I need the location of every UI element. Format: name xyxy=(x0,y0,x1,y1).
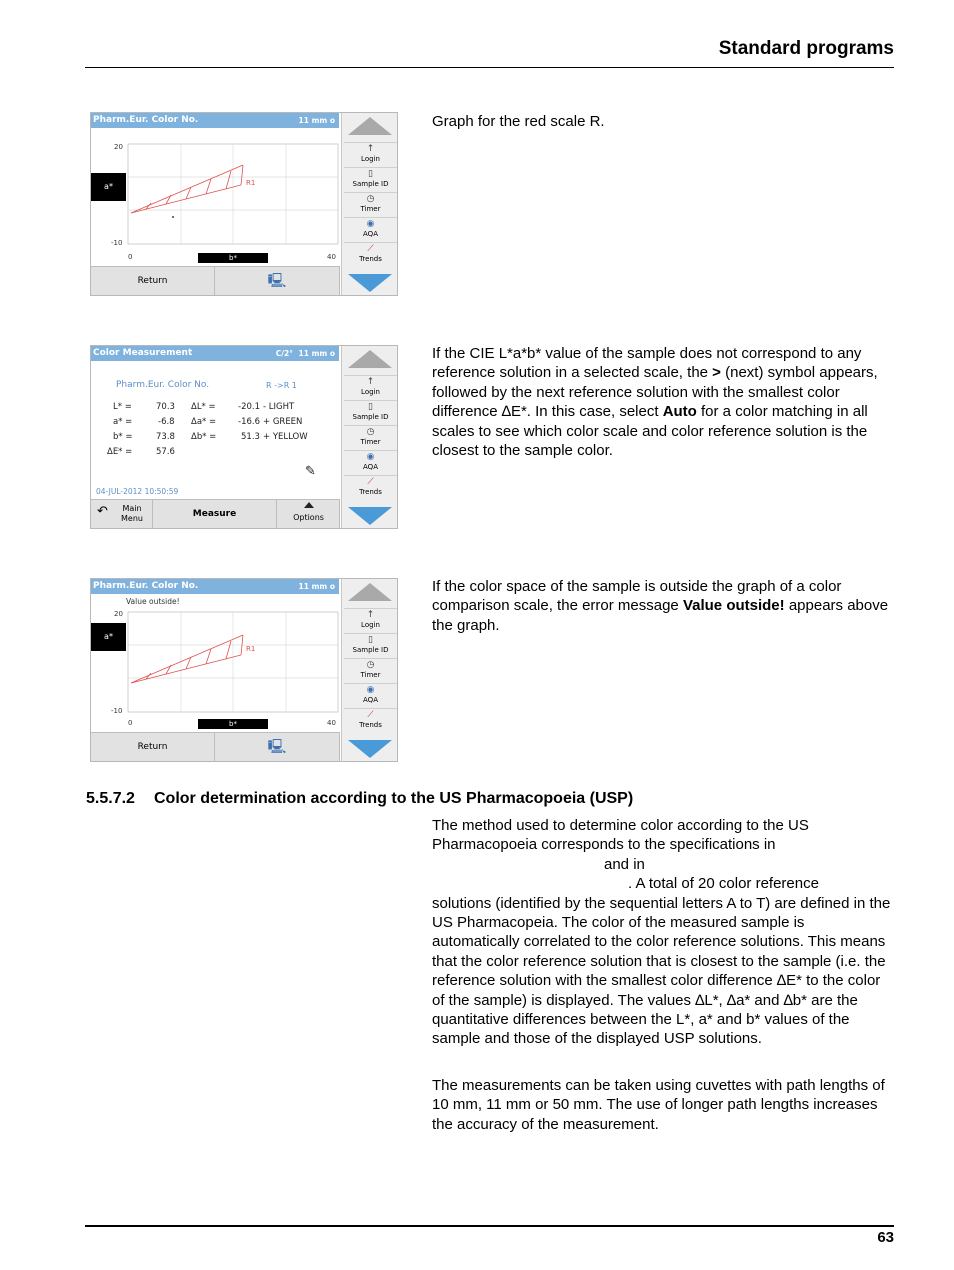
page-number: 63 xyxy=(877,1229,894,1246)
screen-title: Color Measurement xyxy=(93,348,193,358)
screen-bottom-bar xyxy=(91,499,340,528)
timer-icon: ◷ xyxy=(366,194,375,204)
side-toolbar xyxy=(341,113,398,296)
side-toolbar xyxy=(341,579,398,762)
sample-id-icon: ▯ xyxy=(368,635,373,645)
scroll-down-arrow-icon[interactable] xyxy=(348,740,392,758)
header-rule xyxy=(85,67,894,68)
scroll-up-arrow-icon[interactable] xyxy=(348,350,392,368)
timer-icon: ◷ xyxy=(366,660,375,670)
scale-result: R ->R 1 xyxy=(266,381,297,390)
aqa-icon: ◉ xyxy=(366,219,375,229)
x-tick-left: 0 xyxy=(128,719,133,727)
return-button[interactable]: Return xyxy=(91,733,215,761)
section-title: Color determination according to the US Pharmacopoeia (USP) xyxy=(154,790,634,807)
y-tick-top: 20 xyxy=(114,610,123,618)
trends-button[interactable]: ⟋ Trends xyxy=(344,242,397,267)
login-icon: ↑ xyxy=(366,610,375,620)
sample-id-icon: ▯ xyxy=(368,402,373,412)
x-axis-label: b* xyxy=(198,253,268,263)
login-icon: ↑ xyxy=(366,377,375,387)
footer-rule xyxy=(85,1225,894,1227)
computer-icon[interactable]: 🖳 xyxy=(215,733,340,761)
scroll-down-arrow-icon[interactable] xyxy=(348,507,392,525)
main-menu-button[interactable] xyxy=(91,500,153,528)
curve-label: R1 xyxy=(246,645,256,653)
section-number: 5.5.7.2 xyxy=(86,790,135,807)
edit-icon[interactable]: ✎ xyxy=(305,464,316,479)
trends-icon: ⟋ xyxy=(367,244,374,254)
color-graph-svg xyxy=(91,129,341,269)
x-tick-right: 40 xyxy=(327,253,336,261)
device-screen-color-measurement: Color Measurement C/2° 11 mm o Pharm.Eur. Color No. R ->R 1 L* = 70.3 ΔL* = -20.1 - LIGHT a* = -6.8 Δa* = -16.6 + GREEN b* = 73.8 Δb* = 51.3 + YELLOW ΔE* = 57.6 ✎ 04-JUL-2012 10:50:59 ↶ Main Menu Measure Options ↑ Login ▯ Sample ID ◷ Timer ◉ AQA ⟋ Trends xyxy=(90,345,398,529)
path-length: 11 mm o xyxy=(298,116,335,125)
computer-icon[interactable]: 🖳 xyxy=(215,267,340,295)
screen-title: Pharm.Eur. Color No. xyxy=(93,581,199,591)
up-triangle-icon xyxy=(304,502,314,508)
login-button[interactable]: ↑ Login xyxy=(344,375,397,400)
options-button[interactable] xyxy=(277,500,340,528)
login-button[interactable]: ↑ Login xyxy=(344,608,397,633)
aqa-button[interactable]: ◉ AQA xyxy=(344,683,397,708)
observer-mode: C/2° xyxy=(275,349,293,358)
aqa-button[interactable]: ◉ AQA xyxy=(344,450,397,475)
page-header-title: Standard programs xyxy=(718,38,894,59)
screen-bottom-bar xyxy=(91,732,340,761)
screen-title-bar xyxy=(91,346,339,361)
side-toolbar xyxy=(341,346,398,529)
login-button[interactable]: ↑ Login xyxy=(344,142,397,167)
scroll-up-arrow-icon[interactable] xyxy=(348,583,392,601)
device-screen-graph-red-scale xyxy=(90,112,398,296)
paragraph-path-lengths: The measurements can be taken using cuvettes with path lengths of 10 mm, 11 mm or 50 mm. The use of longer path lengths increases the accuracy of the measurement. xyxy=(432,1077,885,1133)
timer-button[interactable]: ◷ Timer xyxy=(344,658,397,683)
timestamp: 04-JUL-2012 10:50:59 xyxy=(96,487,179,496)
sample-id-button[interactable]: ▯ Sample ID xyxy=(344,633,397,658)
color-graph-svg xyxy=(91,607,341,737)
screen-title: Pharm.Eur. Color No. xyxy=(93,115,199,125)
paragraph-usp-method: The method used to determine color according to the US Pharmacopoeia corresponds to the specifications in and in . A total of 20 color reference solutions (identified by the sequential letters A to T) are defined in the US Pharmacopeia. The color of the measured sample is automatically correlated to the color reference solutions. This means that the color reference solution that is closest to the sample (i.e. the reference solution with the smallest color difference ∆E* to the color of the sample) is displayed. The values ∆L*, ∆a* and ∆b* are the quantitative differences between the L*, a* and b* values of the sample and those of the displayed USP solutions. xyxy=(432,817,891,1048)
options-label: Options xyxy=(293,513,324,522)
section-heading xyxy=(86,790,633,808)
y-tick-bottom: -10 xyxy=(111,239,123,247)
scroll-down-arrow-icon[interactable] xyxy=(348,274,392,292)
x-axis-label: b* xyxy=(198,719,268,729)
device-screen-value-outside xyxy=(90,578,398,762)
sample-id-button[interactable]: ▯ Sample ID xyxy=(344,167,397,192)
trends-button[interactable]: ⟋ Trends xyxy=(344,708,397,733)
screen-title-bar xyxy=(91,579,339,594)
scroll-up-arrow-icon[interactable] xyxy=(348,117,392,135)
sample-id-icon: ▯ xyxy=(368,169,373,179)
y-tick-top: 20 xyxy=(114,143,123,151)
x-tick-left: 0 xyxy=(128,253,133,261)
screen-title-bar xyxy=(91,113,339,128)
y-axis-label: a* xyxy=(91,623,126,651)
paragraph-next-reference: If the CIE L*a*b* value of the sample does not correspond to any reference solution in a selected scale, the > (next) symbol appears, followed by the next reference solution with the smallest color difference ∆E*. In this case, select Auto for a color matching in all scales to see which color scale and color reference solution is the closest to the sample color. xyxy=(432,345,878,460)
curve-label: R1 xyxy=(246,179,256,187)
x-tick-right: 40 xyxy=(327,719,336,727)
value-outside-warning: Value outside! xyxy=(126,597,180,606)
path-length: 11 mm o xyxy=(298,349,335,358)
timer-button[interactable]: ◷ Timer xyxy=(344,425,397,450)
trends-icon: ⟋ xyxy=(367,477,374,487)
return-button[interactable]: Return xyxy=(91,267,215,295)
path-length: 11 mm o xyxy=(298,582,335,591)
aqa-icon: ◉ xyxy=(366,452,375,462)
y-axis-label: a* xyxy=(91,173,126,201)
paragraph-value-outside: If the color space of the sample is outside the graph of a color comparison scale, the error message Value outside! appears above the graph. xyxy=(432,578,889,634)
trends-icon: ⟋ xyxy=(367,710,374,720)
scale-name: Pharm.Eur. Color No. xyxy=(116,380,210,390)
measure-button[interactable]: Measure xyxy=(153,500,277,528)
timer-button[interactable]: ◷ Timer xyxy=(344,192,397,217)
color-graph xyxy=(91,129,341,269)
aqa-icon: ◉ xyxy=(366,685,375,695)
sample-id-button[interactable]: ▯ Sample ID xyxy=(344,400,397,425)
back-arrow-icon: ↶ xyxy=(97,504,108,519)
login-icon: ↑ xyxy=(366,144,375,154)
screen-bottom-bar xyxy=(91,266,340,295)
aqa-button[interactable]: ◉ AQA xyxy=(344,217,397,242)
main-menu-label: Main Menu xyxy=(121,504,143,523)
timer-icon: ◷ xyxy=(366,427,375,437)
y-tick-bottom: -10 xyxy=(111,707,123,715)
trends-button[interactable]: ⟋ Trends xyxy=(344,475,397,500)
paragraph-graph-red-scale: Graph for the red scale R. xyxy=(432,113,605,130)
